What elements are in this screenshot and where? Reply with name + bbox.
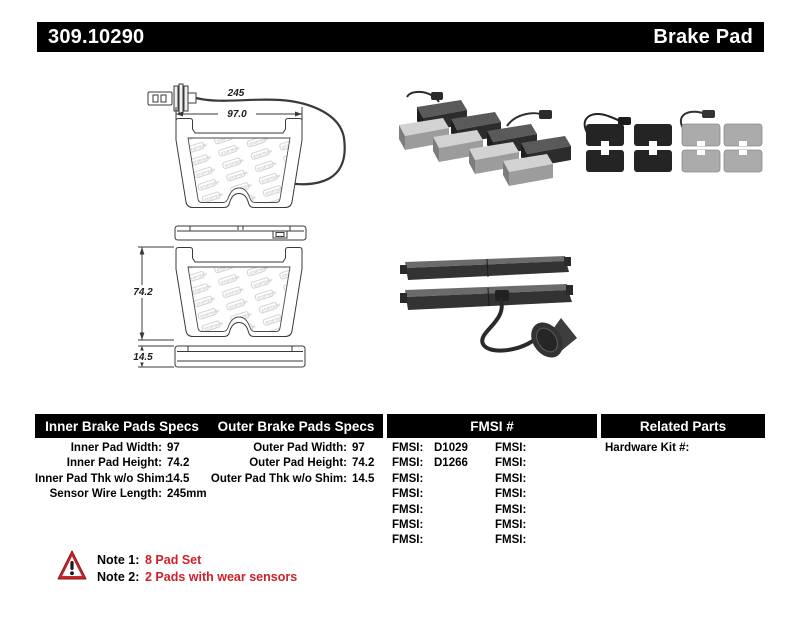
related-parts-header: Related Parts <box>639 418 727 434</box>
fmsi-label: FMSI: <box>392 472 424 485</box>
fmsi-label: FMSI: <box>495 534 527 547</box>
fmsi-row <box>392 487 468 502</box>
product-type: Brake Pad <box>653 25 753 48</box>
spec-value: 74.2 <box>352 457 375 470</box>
spec-row <box>35 456 207 471</box>
fmsi-row <box>392 503 468 518</box>
spec-label: Outer Pad Height: <box>249 457 347 470</box>
fmsi-row <box>392 456 468 471</box>
technical-drawing <box>130 80 370 372</box>
table-header-specs <box>35 414 383 438</box>
fmsi-label: FMSI: <box>495 442 527 454</box>
fmsi-row <box>392 533 468 548</box>
note-label: Note 1: <box>97 553 140 567</box>
fmsi-row <box>495 441 537 456</box>
pad-pairs-photo <box>578 108 763 178</box>
fmsi-row <box>495 503 537 518</box>
fmsi-value: D1266 <box>434 457 468 470</box>
fmsi-row <box>495 487 537 502</box>
thickness-dimension <box>130 346 174 367</box>
fmsi-row <box>392 518 468 533</box>
spec-label: Sensor Wire Length: <box>49 488 162 501</box>
spec-label: Inner Pad Height: <box>66 457 162 470</box>
note-text: 8 Pad Set <box>145 553 202 567</box>
title-bar <box>37 22 764 52</box>
pad-set-photo <box>395 88 575 200</box>
fmsi-row <box>495 456 537 471</box>
note-text: 2 Pads with wear sensors <box>145 569 298 584</box>
related-row <box>605 441 694 456</box>
warning-icon <box>57 550 87 582</box>
wear-sensor-connector-drawing <box>148 84 196 113</box>
spec-label: Inner Pad Thk w/o Shim: <box>35 472 169 485</box>
pad-sensor-photo <box>395 248 610 363</box>
fmsi-label: FMSI: <box>495 472 527 485</box>
spec-label: Outer Pad Thk w/o Shim: <box>210 472 347 485</box>
related-label: Hardware Kit #: <box>605 442 690 454</box>
outer-specs-column <box>209 441 374 487</box>
pad-edge-view-top <box>175 226 306 240</box>
inner-specs-column <box>35 441 207 503</box>
spec-label: Inner Pad Width: <box>70 442 162 454</box>
note-label: Note 2: <box>97 569 140 584</box>
inner-specs-header: Inner Brake Pads Specs <box>45 418 199 434</box>
wire-length-dimension: 245 <box>227 88 245 99</box>
spec-value: 97 <box>167 442 180 454</box>
fmsi-label: FMSI: <box>392 503 424 516</box>
fmsi-row <box>495 472 537 487</box>
fmsi-label: FMSI: <box>495 503 527 516</box>
fmsi-label: FMSI: <box>495 519 527 532</box>
related-parts-column <box>605 441 694 456</box>
svg-text:97.0: 97.0 <box>227 109 247 120</box>
pad-edge-view-bottom <box>175 346 305 367</box>
note-line <box>97 552 297 569</box>
fmsi-column-2 <box>495 441 537 549</box>
height-dimension <box>130 247 174 340</box>
spec-value: 74.2 <box>167 457 190 470</box>
spec-value: 97 <box>352 442 365 454</box>
spec-row <box>209 456 374 471</box>
spec-row <box>35 472 207 487</box>
fmsi-label: FMSI: <box>392 534 424 547</box>
fmsi-label: FMSI: <box>392 442 424 454</box>
table-header-related <box>601 414 765 438</box>
fmsi-label: FMSI: <box>392 488 424 501</box>
fmsi-column-1 <box>392 441 468 549</box>
spec-value: 14.5 <box>167 472 190 485</box>
fmsi-row <box>495 533 537 548</box>
fmsi-row <box>392 472 468 487</box>
spec-value: 245mm <box>167 488 207 501</box>
svg-text:74.2: 74.2 <box>133 287 153 298</box>
part-number: 309.10290 <box>48 25 145 48</box>
fmsi-label: FMSI: <box>495 457 527 470</box>
note-line <box>97 569 297 586</box>
fmsi-label: FMSI: <box>392 519 424 532</box>
spec-row <box>35 441 207 456</box>
fmsi-row <box>392 441 468 456</box>
spec-row <box>209 472 374 487</box>
spec-value: 14.5 <box>352 472 375 485</box>
outer-specs-header: Outer Brake Pads Specs <box>217 418 375 434</box>
fmsi-row <box>495 518 537 533</box>
fmsi-header: FMSI # <box>470 418 514 434</box>
fmsi-value: D1029 <box>434 442 468 454</box>
svg-text:14.5: 14.5 <box>133 352 153 363</box>
spec-row <box>35 487 207 502</box>
fmsi-label: FMSI: <box>495 488 527 501</box>
width-dimension <box>176 106 302 122</box>
notes <box>97 552 297 585</box>
spec-row <box>209 441 374 456</box>
table-header-fmsi <box>387 414 597 438</box>
spec-label: Outer Pad Width: <box>253 442 347 454</box>
fmsi-label: FMSI: <box>392 457 424 470</box>
